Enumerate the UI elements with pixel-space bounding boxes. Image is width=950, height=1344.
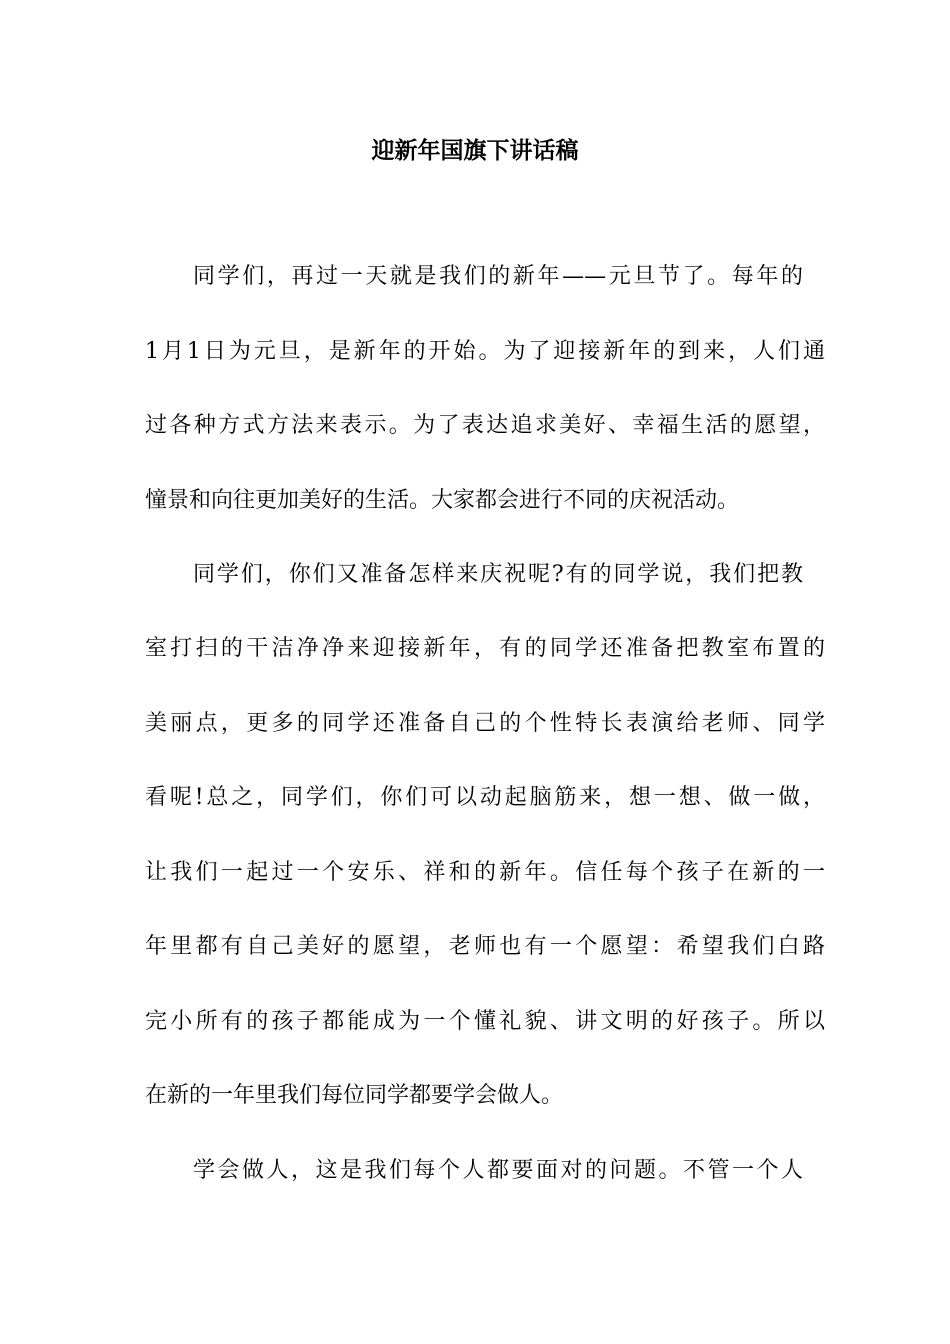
text-line: 1月1日为元旦，是新年的开始。为了迎接新年的到来，人们通 xyxy=(145,339,825,364)
text-line: 过各种方式方法来表示。为了表达追求美好、幸福生活的愿望， xyxy=(145,413,825,438)
text-line: 美丽点，更多的同学还准备自己的个性特长表演给老师、同学 xyxy=(145,711,825,736)
text-line: 年里都有自己美好的愿望，老师也有一个愿望：希望我们白路 xyxy=(145,934,825,959)
text-line: 憧景和向往更加美好的生活。大家都会进行不同的庆祝活动。 xyxy=(145,488,740,513)
text-line: 让我们一起过一个安乐、祥和的新年。信任每个孩子在新的一 xyxy=(145,860,825,885)
text-line: 同学们，再过一天就是我们的新年——元旦节了。每年的 xyxy=(193,264,803,289)
text-line: 看呢!总之，同学们，你们可以动起脑筋来，想一想、做一做， xyxy=(145,785,825,810)
text-line: 学会做人，这是我们每个人都要面对的问题。不管一个人 xyxy=(193,1158,803,1183)
text-line: 同学们，你们又准备怎样来庆祝呢?有的同学说，我们把教 xyxy=(193,562,803,587)
text-line: 室打扫的干洁净净来迎接新年，有的同学还准备把教室布置的 xyxy=(145,636,825,661)
document-title: 迎新年国旗下讲话稿 xyxy=(371,138,579,164)
text-line: 在新的一年里我们每位同学都要学会做人。 xyxy=(145,1083,564,1108)
text-line: 完小所有的孩子都能成为一个懂礼貌、讲文明的好孩子。所以 xyxy=(145,1009,825,1034)
